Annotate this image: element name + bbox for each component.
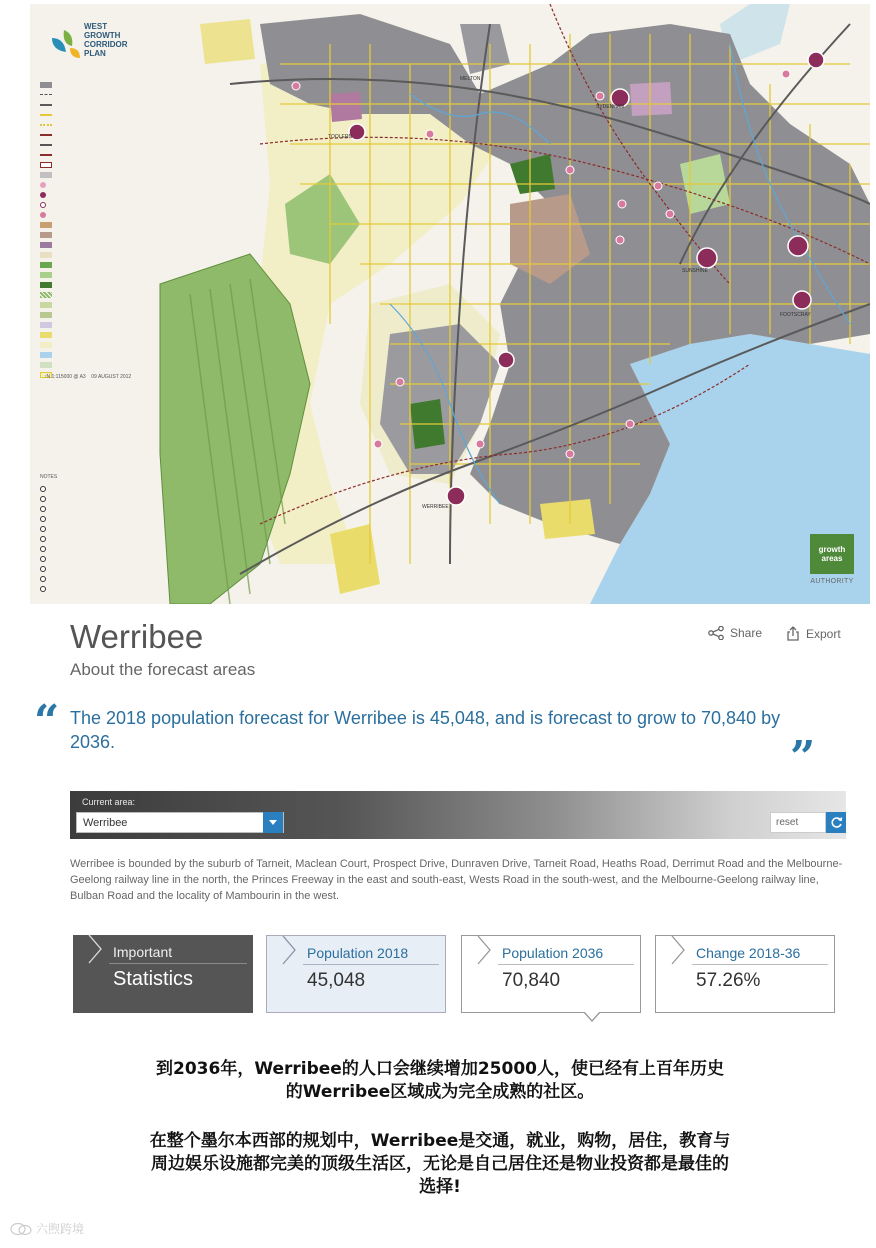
caption-line-1: 到2036年，Werribee的人口会继续增加25000人，使已经有上百年历史	[156, 1059, 724, 1079]
change-label: Change 2018-36	[696, 945, 801, 961]
gaa-logo-line-2: areas	[821, 554, 843, 563]
forecast-quote: The 2018 population forecast for Werribee is 45,048, and is forecast to grow to 70,840 by 2036.	[70, 708, 781, 752]
area-selector-bar	[70, 791, 846, 839]
map-scale	[44, 374, 131, 380]
growth-areas-authority-logo	[806, 534, 858, 592]
logo-line-2: GROWTH	[84, 31, 121, 40]
map-label-toolern: TOOLERN	[328, 134, 353, 140]
caption-line-4: 周边娱乐设施都完美的顶级生活区，无论是自己居住还是物业投资都是最佳的	[151, 1154, 729, 1174]
population-2036-value: 70,840	[502, 970, 561, 991]
share-button[interactable]	[708, 626, 762, 640]
important-label: Important	[113, 944, 173, 960]
chevron-right-icon	[476, 936, 496, 966]
caption-paragraph-1	[60, 1058, 820, 1104]
chevron-down-icon	[269, 820, 277, 826]
watermark-text: 六煦跨境	[36, 1222, 85, 1236]
map-label-footscray: FOOTSCRAY	[780, 312, 811, 318]
caption-paragraph-2	[60, 1130, 820, 1199]
watermark	[10, 1220, 84, 1237]
north-arrow-icon: ↑N	[44, 374, 51, 380]
caption-line-2: 的Werribee区域成为完全成熟的社区。	[285, 1082, 595, 1102]
reset-button[interactable]	[826, 812, 846, 833]
notes-title: NOTES	[40, 474, 58, 480]
map-label-sunshine: SUNSHINE	[682, 268, 708, 274]
reset-field[interactable]: reset	[770, 812, 826, 833]
area-boundary-description: Werribee is bounded by the suburb of Tarneit, Maclean Court, Prospect Drive, Dunraven Drive, Tarneit Road, Heaths Road, Derrimut Road and the Melbourne-Geelong railway line in the north, the Princes Freeway in the east and south-east, Wests Road in the south-west, and the Melbourne-Geelong railway line, Bulban Road and the locality of Mambourin in the west.	[70, 858, 843, 902]
change-2018-36-tile[interactable]	[655, 935, 835, 1013]
export-icon	[786, 626, 800, 641]
population-2018-tile[interactable]	[266, 935, 446, 1013]
statistics-label: Statistics	[113, 968, 194, 990]
chevron-right-icon	[670, 936, 690, 966]
chevron-right-icon	[281, 936, 301, 966]
population-2036-tile[interactable]	[461, 935, 641, 1013]
current-area-label: Current area:	[82, 797, 136, 807]
scale-text: 1:115000 @ A3	[51, 374, 86, 380]
refresh-icon	[830, 816, 843, 829]
population-2018-value: 45,048	[307, 970, 366, 991]
population-2018-label: Population 2018	[307, 945, 409, 961]
map-label-werribee: WERRIBEE	[422, 504, 449, 510]
page-subtitle: About the forecast areas	[70, 660, 256, 679]
share-label: Share	[730, 626, 763, 640]
tile-pointer	[583, 1012, 601, 1022]
map-date: 09 AUGUST 2012	[91, 374, 132, 380]
caption-line-5: 选择!	[419, 1177, 461, 1197]
change-value: 57.26%	[696, 970, 761, 991]
quote-open-icon: “	[34, 696, 60, 747]
map-notes	[40, 474, 170, 594]
export-label: Export	[806, 626, 841, 641]
map-label-sydenham: SYDENHAM	[596, 104, 625, 110]
leaf-logo-icon	[44, 26, 84, 62]
caption-line-3: 在整个墨尔本西部的规划中，Werribee是交通，就业，购物，居住，教育与	[149, 1131, 731, 1151]
planning-map	[30, 4, 870, 604]
quote-close-icon: ”	[790, 732, 816, 783]
wechat-icon	[10, 1222, 32, 1236]
map-legend	[40, 80, 170, 380]
gaa-authority-text: AUTHORITY	[810, 578, 854, 585]
current-area-select[interactable]	[76, 812, 284, 833]
population-2036-label: Population 2036	[502, 945, 604, 961]
important-statistics-tile	[73, 935, 253, 1013]
share-icon	[708, 626, 724, 640]
gaa-logo-line-1: growth	[818, 545, 846, 554]
logo-line-1: WEST	[84, 22, 108, 31]
page-title: Werribee	[70, 618, 204, 655]
logo-line-3: CORRIDOR	[84, 40, 128, 49]
dropdown-button[interactable]	[263, 812, 283, 833]
export-button[interactable]	[786, 626, 841, 641]
logo-line-4: PLAN	[84, 49, 106, 58]
chevron-right-icon	[87, 935, 107, 965]
map-label-melton: MELTON	[460, 76, 481, 82]
current-area-value: Werribee	[83, 816, 128, 829]
west-growth-corridor-logo	[42, 18, 152, 78]
